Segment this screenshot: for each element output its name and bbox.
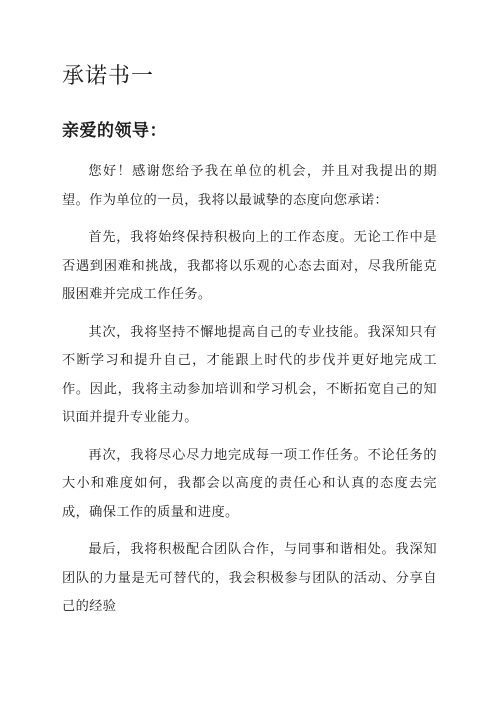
document-body [62,158,437,622]
paragraph-greeting: 您好！感谢您给予我在单位的机会，并且对我提出的期望。作为单位的一员，我将以最诚挚的态度向您承诺： [62,164,437,208]
paragraph-first: 首先，我将始终保持积极向上的工作态度。无论工作中是否遇到困难和挑战，我都将以乐观的心态去面对，尽我所能克服困难并完成工作任务。 [62,230,437,302]
paragraph-second: 其次，我将坚持不懈地提高自己的专业技能。我深知只有不断学习和提升自己，才能跟上时代的步伐并更好地完成工作。因此，我将主动参加培训和学习机会，不断拓宽自己的知识面并提升专业能力。 [62,324,437,425]
paragraph-last: 最后，我将积极配合团队合作，与同事和谐相处。我深知团队的力量是无可替代的，我会积极参与团队的活动、分享自己的经验 [62,542,437,614]
paragraph-third: 再次，我将尽心尽力地完成每一项工作任务。不论任务的大小和难度如何，我都会以高度的责任心和认真的态度去完成，确保工作的质量和进度。 [62,447,437,520]
salutation: 亲爱的领导： [62,121,167,141]
document-title: 承诺书一 [62,64,155,89]
